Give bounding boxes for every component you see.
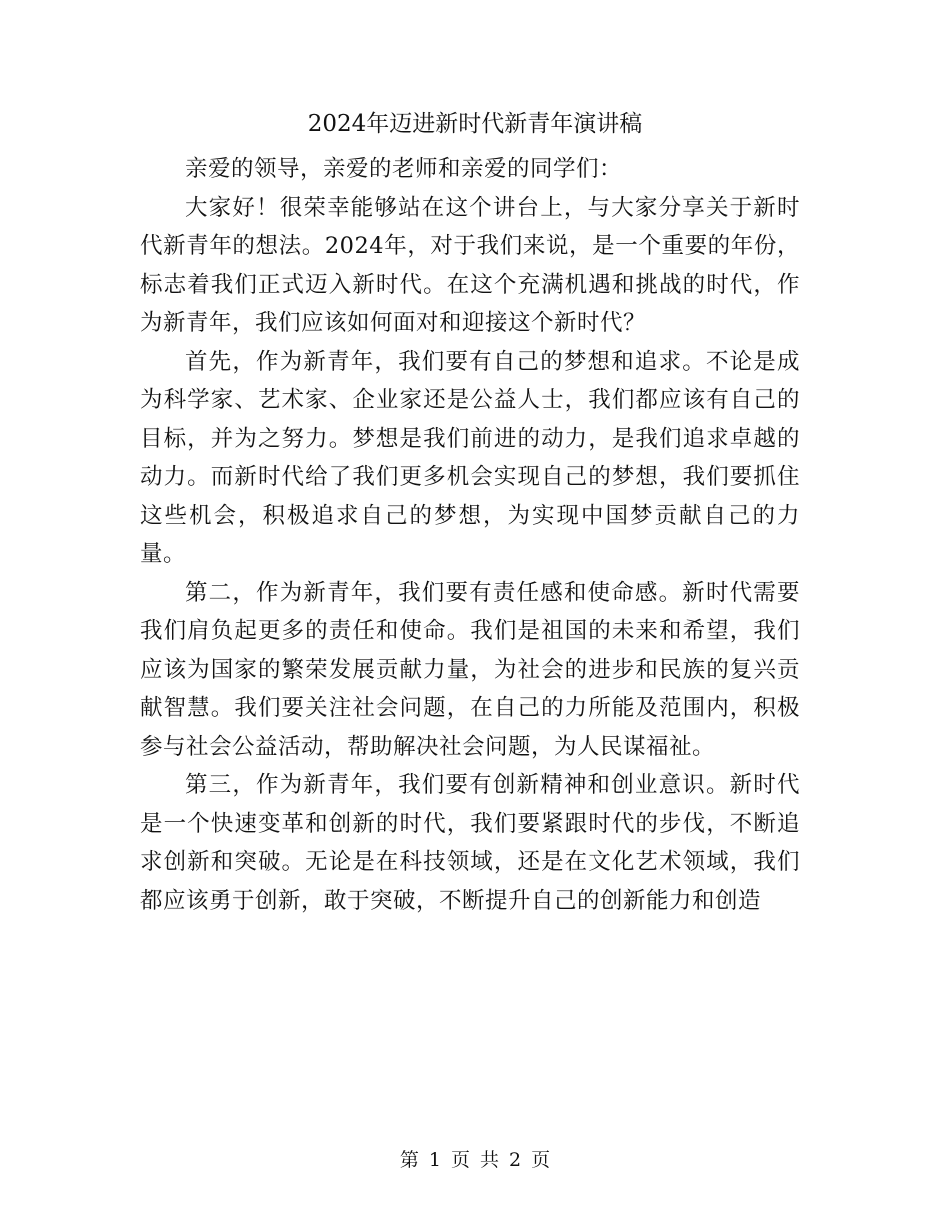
document-body — [140, 150, 800, 920]
salutation-paragraph: 亲爱的领导，亲爱的老师和亲爱的同学们： — [185, 156, 623, 182]
first-point-paragraph: 首先，作为新青年，我们要有自己的梦想和追求。不论是成为科学家、艺术家、企业家还是公益人士，我们都应该有自己的目标，并为之努力。梦想是我们前进的动力，是我们追求卓越的动力。而新时代给了我们更多机会实现自己的梦想，我们要抓住这些机会，积极追求自己的梦想，为实现中国梦贡献自己的力量。 — [140, 348, 800, 567]
intro-paragraph: 大家好！很荣幸能够站在这个讲台上，与大家分享关于新时代新青年的想法。2024年，对于我们来说，是一个重要的年份，标志着我们正式迈入新时代。在这个充满机遇和挑战的时代，作为新青年，我们应该如何面对和迎接这个新时代？ — [140, 194, 800, 336]
second-point-paragraph: 第二，作为新青年，我们要有责任感和使命感。新时代需要我们肩负起更多的责任和使命。我们是祖国的未来和希望，我们应该为国家的繁荣发展贡献力量，为社会的进步和民族的复兴贡献智慧。我们要关注社会问题，在自己的力所能及范围内，积极参与社会公益活动，帮助解决社会问题，为人民谋福祉。 — [140, 579, 800, 760]
document-title: 2024年迈进新时代新青年演讲稿 — [307, 111, 643, 137]
third-point-paragraph: 第三，作为新青年，我们要有创新精神和创业意识。新时代是一个快速变革和创新的时代，我们要紧跟时代的步伐，不断追求创新和突破。无论是在科技领域，还是在文化艺术领域，我们都应该勇于创新，敢于突破，不断提升自己的创新能力和创造 — [140, 772, 800, 914]
page-number-footer: 第 1 页 共 2 页 — [399, 1149, 551, 1171]
